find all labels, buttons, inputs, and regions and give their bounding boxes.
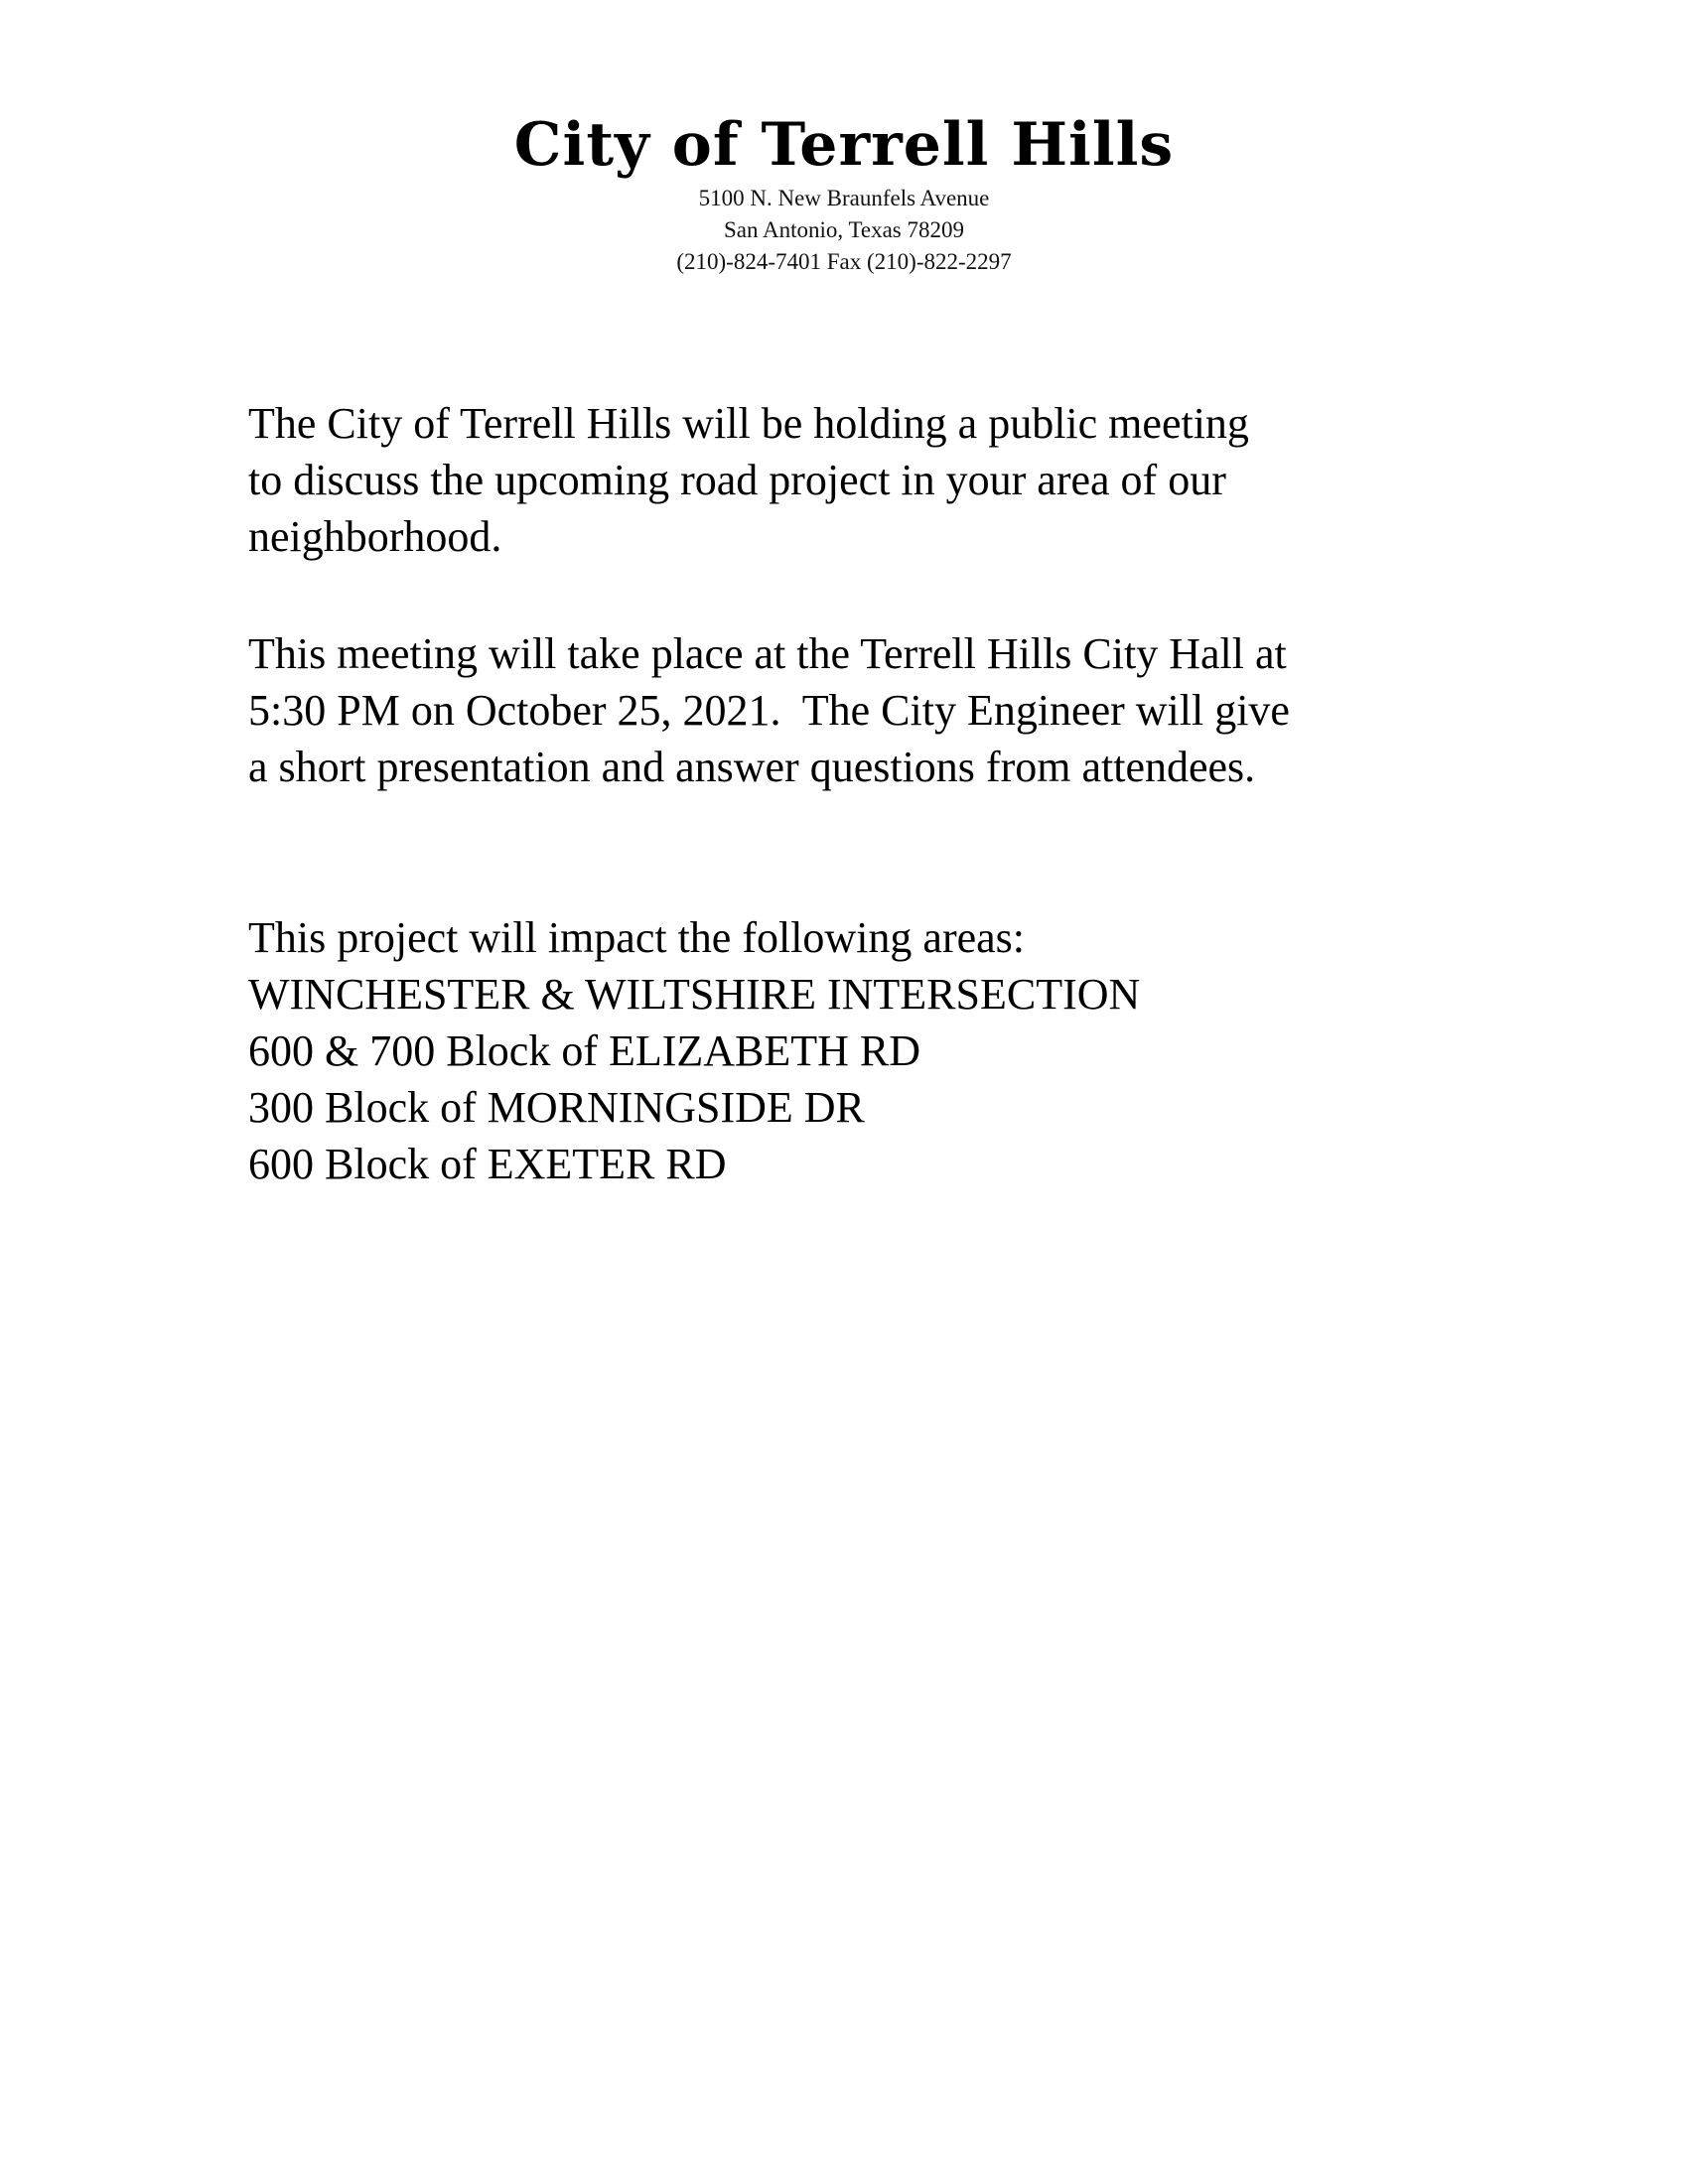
paragraph-line: neighborhood. [248,512,502,561]
letterhead [0,107,1688,278]
paragraph-line: 5:30 PM on October 25, 2021. The City Engineer will give [248,686,1290,735]
impacted-area-item: 300 Block of MORNINGSIDE DR [248,1083,865,1132]
phone-fax: (210)-824-7401 Fax (210)-822-2297 [676,249,1012,274]
paragraph-line: a short presentation and answer questions from attendees. [248,743,1256,791]
city-state-zip: San Antonio, Texas 78209 [723,217,965,242]
impacted-area-item: 600 & 700 Block of ELIZABETH RD [248,1026,921,1075]
paragraph-line: This meeting will take place at the Terrell Hills City Hall at [248,629,1287,678]
street-address: 5100 N. New Braunfels Avenue [698,186,990,210]
paragraph-line: to discuss the upcoming road project in your area of our [248,456,1226,504]
city-name-title: City of Terrell Hills [513,110,1175,180]
meeting-details-paragraph [248,625,1479,795]
impacted-area-item: WINCHESTER & WILTSHIRE INTERSECTION [248,970,1141,1019]
impacted-areas-intro: This project will impact the following areas: [248,913,1026,962]
impacted-area-item: 600 Block of EXETER RD [248,1140,727,1188]
paragraph-line: The City of Terrell Hills will be holding a public meeting [248,399,1249,448]
meeting-announcement-paragraph [248,395,1479,565]
impacted-areas-section [248,909,1479,1192]
